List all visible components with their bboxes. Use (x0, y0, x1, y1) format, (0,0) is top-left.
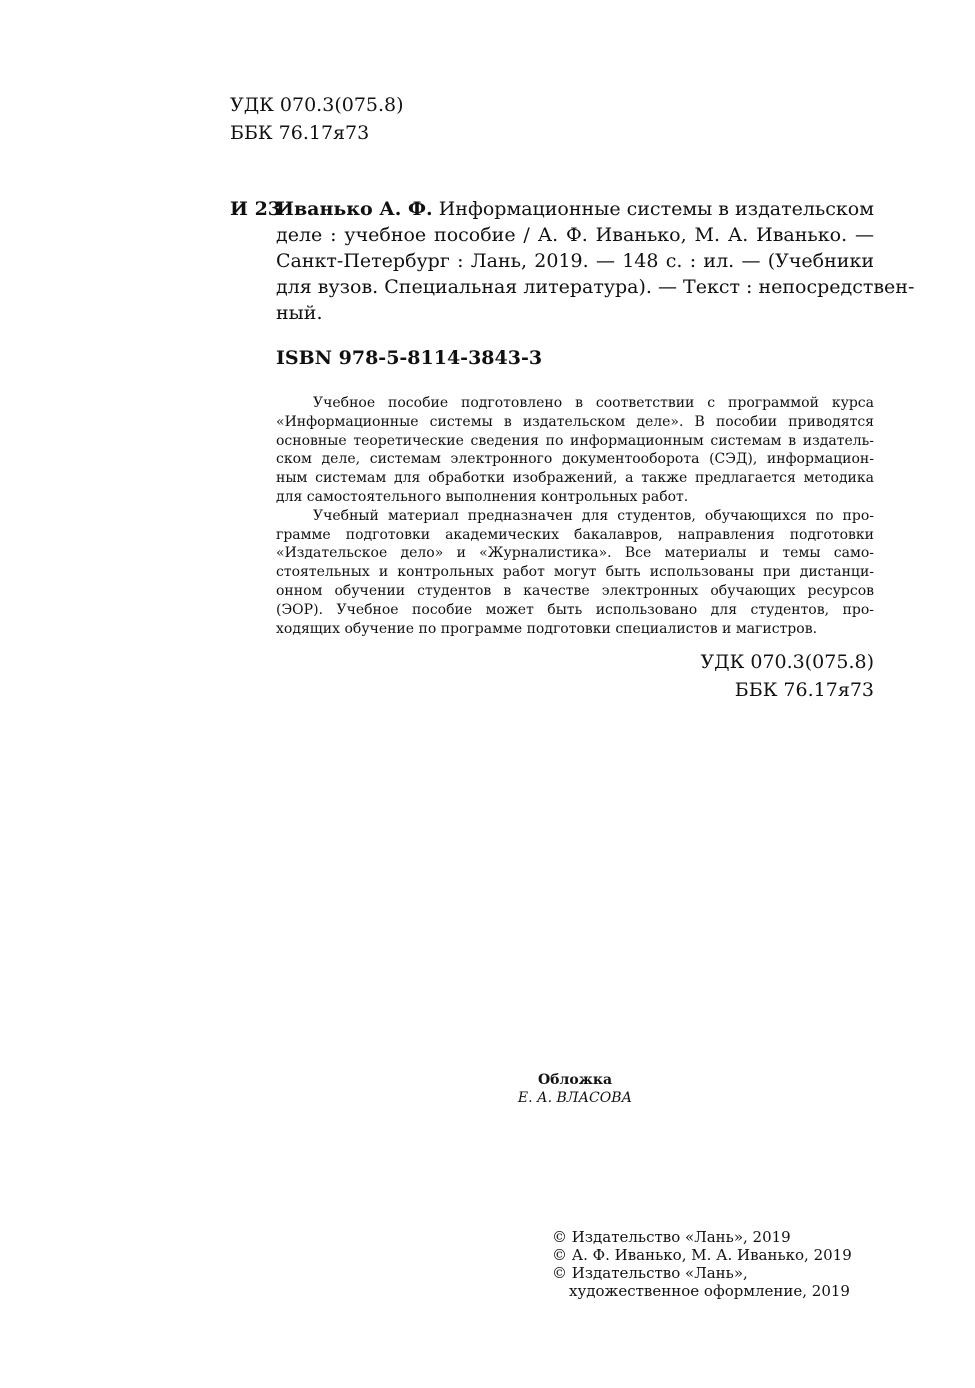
annotation-line: «Издательское дело» и «Журналистика». Все материалы и темы само- (276, 545, 874, 562)
isbn: ISBN 978-5-8114-3843-3 (276, 347, 543, 369)
udk-code: УДК 070.3(075.8) (230, 94, 404, 116)
copyright-line: художественное оформление, 2019 (569, 1282, 850, 1300)
annotation-line: (ЭОР). Учебное пособие может быть использовано для студентов, про- (276, 601, 874, 618)
classification-top (230, 91, 404, 147)
annotation-line: Учебный материал предназначен для студентов, обучающихся по про- (313, 507, 874, 524)
annotation-line: для самостоятельного выполнения контрольных работ. (276, 488, 689, 505)
bbk-code: ББК 76.17я73 (734, 679, 874, 701)
record-line-3: Санкт-Петербург : Лань, 2019. — 148 с. : ил. — (Учебники (276, 250, 874, 272)
record-line-5: ный. (276, 302, 323, 324)
annotation (276, 394, 874, 638)
cover-designer: Е. А. ВЛАСОВА (517, 1090, 633, 1106)
copyright-block (552, 1228, 852, 1300)
copyright-line: © Издательство «Лань», (552, 1264, 748, 1282)
annotation-line: ходящих обучение по программе подготовки специалистов и магистров. (276, 620, 818, 637)
annotation-line: ском деле, системам электронного документооборота (СЭД), информацион- (276, 451, 874, 468)
cover-credit (495, 1071, 655, 1107)
annotation-line: грамме подготовки академических бакалавров, направления подготовки (276, 526, 874, 543)
annotation-line: ным системам для обработки изображений, а также предлагается методика (276, 470, 874, 487)
annotation-line: основные теоретические сведения по информационным системам в издатель- (276, 432, 874, 449)
record-line-2: деле : учебное пособие / А. Ф. Иванько, М. А. Иванько. — (276, 224, 874, 246)
author-mark-code: И 23 (230, 198, 282, 220)
udk-code: УДК 070.3(075.8) (700, 651, 874, 673)
record-line-4: для вузов. Специальная литература). — Текст : непосредствен- (276, 276, 915, 298)
record-title: Информационные системы в издательском (432, 198, 874, 220)
copyright-line: © Издательство «Лань», 2019 (552, 1228, 791, 1246)
record-author: Иванько А. Ф. (276, 198, 433, 220)
annotation-line: Учебное пособие подготовлено в соответствии с программой курса (313, 395, 874, 411)
annotation-line: онном обучении студентов в качестве электронных обучающих ресурсов (276, 582, 874, 599)
annotation-line: «Информационные системы в издательском деле». В пособии приводятся (276, 413, 874, 430)
copyright-line: © А. Ф. Иванько, М. А. Иванько, 2019 (552, 1246, 852, 1264)
bibliographic-record (276, 196, 915, 326)
classification-bottom (700, 648, 874, 704)
record-line-1 (276, 196, 874, 222)
cover-label: Обложка (537, 1072, 613, 1088)
annotation-line: стоятельных и контрольных работ могут быть использованы при дистанци- (276, 564, 874, 581)
bbk-code: ББК 76.17я73 (230, 122, 370, 144)
